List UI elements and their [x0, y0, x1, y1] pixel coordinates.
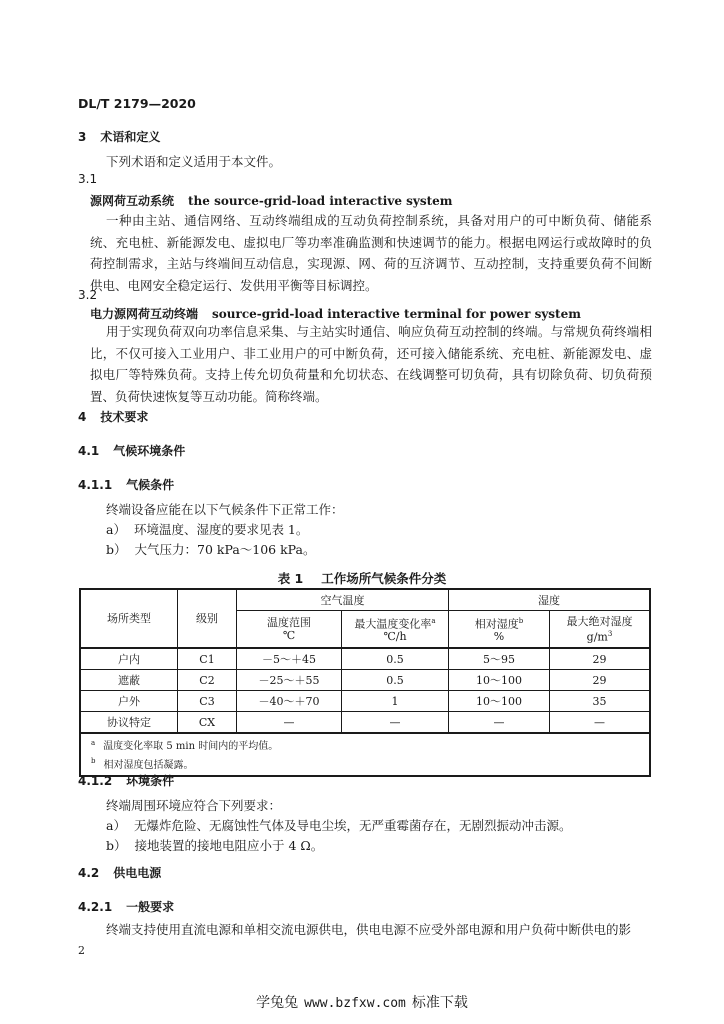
- climate-item-b: [106, 540, 315, 558]
- table-row: [80, 691, 650, 712]
- cell-max-temp-rate: 1: [342, 691, 449, 712]
- section-title: 供电电源: [113, 866, 162, 880]
- climate-intro: 终端设备应能在以下气候条件下正常工作：: [106, 502, 344, 517]
- term-3-2-title: [90, 305, 581, 322]
- watermark-footer: [0, 992, 724, 1012]
- section-4-1-1-heading: [78, 476, 174, 493]
- cell-grade: C3: [178, 691, 237, 712]
- header-site-type: 场所类型: [80, 589, 178, 648]
- environment-intro: 终端周围环境应符合下列要求：: [106, 798, 282, 813]
- term-3-1-definition: 一种由主站、通信网络、互动终端组成的互动负荷控制系统，具备对用户的可中断负荷、储能系统、充电桩、新能源发电、虚拟电厂等功率准确监测和快速调节的能力。根据电网运行或故障时的负荷控制需求，主站与终端间互动信息，实现源、网、荷的互济调节、互动控制，支持重要负荷不间断供电、电网安全稳定运行、发供用平衡等目标调控。: [90, 213, 652, 293]
- environment-item-b: [106, 836, 323, 854]
- environment-item-a: [106, 816, 571, 834]
- climate-item-a: [106, 520, 308, 538]
- section-title: 环境条件: [126, 774, 175, 788]
- term-en: source-grid-load interactive terminal for power system: [212, 307, 581, 321]
- section-number: 4.1.1: [78, 478, 113, 492]
- section-number: 4: [78, 410, 87, 424]
- table-number: 表 1: [277, 571, 304, 586]
- section-number: 4.1.2: [78, 774, 113, 788]
- section-3-intro: 下列术语和定义适用于本文件。: [106, 154, 282, 169]
- cell-rel-humidity: 5～95: [449, 648, 550, 670]
- standard-code: DL/T 2179—2020: [78, 96, 196, 111]
- cell-max-temp-rate: —: [342, 712, 449, 734]
- section-title: 术语和定义: [100, 130, 161, 144]
- cell-grade: C2: [178, 670, 237, 691]
- cell-rel-humidity: 10～100: [449, 691, 550, 712]
- section-title: 气候条件: [126, 478, 175, 492]
- item-marker: a）: [106, 818, 126, 833]
- item-text: 环境温度、湿度的要求见表 1。: [133, 522, 309, 537]
- cell-temp-range: －25～＋55: [237, 670, 342, 691]
- header-humidity: 湿度: [449, 589, 651, 611]
- header-temp-range: 温度范围 ℃: [237, 611, 342, 649]
- cell-temp-range: —: [237, 712, 342, 734]
- table-row: [80, 648, 650, 670]
- page-number: 2: [78, 944, 85, 957]
- header-grade: 级别: [178, 589, 237, 648]
- climate-table: [79, 588, 651, 777]
- header-air-temp: 空气温度: [237, 589, 449, 611]
- power-supply-text: 终端支持使用直流电源和单相交流电源供电，供电电源不应受外部电源和用户负荷中断供电的影: [106, 922, 632, 937]
- cell-grade: CX: [178, 712, 237, 734]
- cell-max-abs-humidity: 29: [550, 670, 651, 691]
- header-rel-humidity: 相对湿度$^b$ %: [449, 611, 550, 649]
- item-text: 无爆炸危险、无腐蚀性气体及导电尘埃，无严重霉菌存在，无剧烈振动冲击源。: [133, 818, 572, 833]
- cell-max-temp-rate: 0.5: [342, 670, 449, 691]
- item-text: 大气压力：70 kPa～106 kPa。: [134, 542, 316, 557]
- table-1-caption: [0, 569, 724, 587]
- item-marker: b）: [106, 838, 127, 853]
- header-max-temp-rate: 最大温度变化率$^a$ ℃/h: [342, 611, 449, 649]
- cell-temp-range: －40～＋70: [237, 691, 342, 712]
- cell-site: 户外: [80, 691, 178, 712]
- section-title: 一般要求: [126, 900, 175, 914]
- term-en: the source-grid-load interactive system: [188, 194, 453, 208]
- header-max-abs-humidity: 最大绝对湿度 $g/m^3$: [550, 611, 651, 649]
- cell-site: 遮蔽: [80, 670, 178, 691]
- section-4-2-1-heading: [78, 898, 174, 915]
- table-notes-row: [80, 733, 650, 776]
- cell-max-abs-humidity: 29: [550, 648, 651, 670]
- cell-site: 协议特定: [80, 712, 178, 734]
- section-4-heading: [78, 408, 148, 425]
- term-cn: 电力源网荷互动终端: [90, 307, 199, 321]
- table-note-a: $^a$ 温度变化率取 5 min 时间内的平均值。: [91, 739, 279, 753]
- term-cn: 源网荷互动系统: [90, 194, 175, 208]
- table-row: [80, 712, 650, 734]
- table-title: 工作场所气候条件分类: [321, 571, 447, 586]
- term-3-1-title: [90, 192, 452, 209]
- table-header-row: [80, 589, 650, 611]
- cell-max-temp-rate: 0.5: [342, 648, 449, 670]
- section-4-2-heading: [78, 864, 161, 881]
- footer-brand: 学兔兔: [256, 995, 299, 1011]
- footer-tagline: 标准下载: [411, 995, 468, 1011]
- item-marker: a）: [106, 522, 126, 537]
- item-text: 接地装置的接地电阻应小于 4 Ω。: [134, 838, 324, 853]
- table-notes: [80, 733, 650, 776]
- section-number: 4.2: [78, 866, 100, 880]
- section-4-1-2-heading: [78, 772, 174, 789]
- cell-rel-humidity: 10～100: [449, 670, 550, 691]
- table-note-b: $^b$ 相对湿度包括凝露。: [91, 757, 194, 771]
- section-number: 3: [78, 130, 87, 144]
- section-title: 技术要求: [100, 410, 149, 424]
- cell-max-abs-humidity: —: [550, 712, 651, 734]
- section-number: 4.2.1: [78, 900, 113, 914]
- section-3-heading: [78, 128, 160, 145]
- cell-site: 户内: [80, 648, 178, 670]
- term-3-2-definition: 用于实现负荷双向功率信息采集、与主站实时通信、响应负荷互动控制的终端。与常规负荷终端相比，不仅可接入工业用户、非工业用户的可中断负荷，还可接入储能系统、充电桩、新能源发电、虚拟电厂等特殊负荷。支持上传允切负荷量和允切状态、在线调整可切负荷，具有切除负荷、切负荷预置、负荷快速恢复等互动功能。简称终端。: [90, 324, 652, 404]
- section-title: 气候环境条件: [113, 444, 186, 458]
- cell-grade: C1: [178, 648, 237, 670]
- footer-site: www.bzfxw.com: [304, 996, 406, 1011]
- cell-max-abs-humidity: 35: [550, 691, 651, 712]
- section-4-1-heading: [78, 442, 185, 459]
- cell-temp-range: －5～＋45: [237, 648, 342, 670]
- table-row: [80, 670, 650, 691]
- item-marker: b）: [106, 542, 127, 557]
- term-3-2-number: 3.2: [78, 288, 98, 302]
- cell-rel-humidity: —: [449, 712, 550, 734]
- term-3-1-number: 3.1: [78, 172, 98, 186]
- section-number: 4.1: [78, 444, 100, 458]
